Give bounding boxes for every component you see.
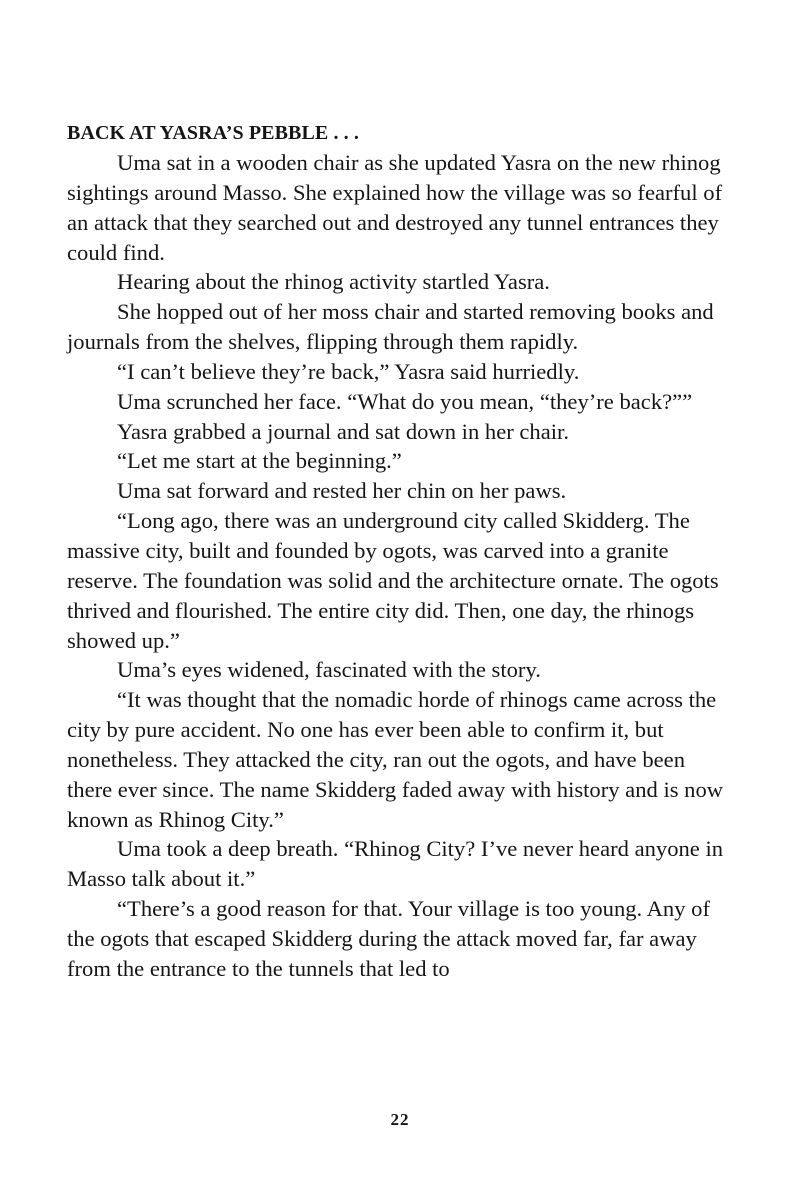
paragraph-7: “Let me start at the beginning.”: [117, 448, 402, 474]
paragraph-5: Uma scrunched her face. “What do you mean, “they’re back?””: [117, 388, 693, 414]
paragraph-2: Hearing about the rhinog activity startled Yasra.: [117, 269, 550, 295]
paragraph-4: “I can’t believe they’re back,” Yasra said hurriedly.: [117, 358, 580, 384]
paragraph-1: Uma sat in a wooden chair as she updated Yasra on the new rhinog sightings around Masso. She explained how the village was so fearful of an attack that they searched out and destroyed any tunnel entrances they could find.: [67, 150, 723, 265]
paragraph-12: Uma took a deep breath. “Rhinog City? I’ve never heard anyone in Masso talk about it.”: [67, 836, 724, 892]
paragraph-13: “There’s a good reason for that. Your village is too young. Any of the ogots that escaped Skidderg during the attack moved far, far away from the entrance to the tunnels that led to: [67, 896, 710, 981]
paragraph-9: “Long ago, there was an underground city called Skidderg. The massive city, built and founded by ogots, was carved into a granite reserve. The foundation was solid and the architecture ornate. The ogots thrived and flourished. The entire city did. Then, one day, the rhinogs showed up.”: [67, 508, 719, 653]
paragraph-8: Uma sat forward and rested her chin on her paws.: [117, 478, 567, 504]
page-number: 22: [390, 1110, 410, 1129]
paragraph-6: Yasra grabbed a journal and sat down in her chair.: [117, 418, 569, 444]
paragraph-10: Uma’s eyes widened, fascinated with the story.: [117, 657, 541, 683]
chapter-heading: BACK AT YASRA’S PEBBLE . . .: [67, 122, 359, 144]
paragraph-11: “It was thought that the nomadic horde of rhinogs came across the city by pure accident. No one has ever been able to confirm it, but nonetheless. They attacked the city, ran out the ogots, and have been there ever since. The name Skidderg faded away with history and is now known as Rhinog City.”: [67, 687, 724, 832]
page-body: [67, 118, 733, 984]
paragraph-3: She hopped out of her moss chair and started removing books and journals from the shelves, flipping through them rapidly.: [67, 299, 714, 355]
